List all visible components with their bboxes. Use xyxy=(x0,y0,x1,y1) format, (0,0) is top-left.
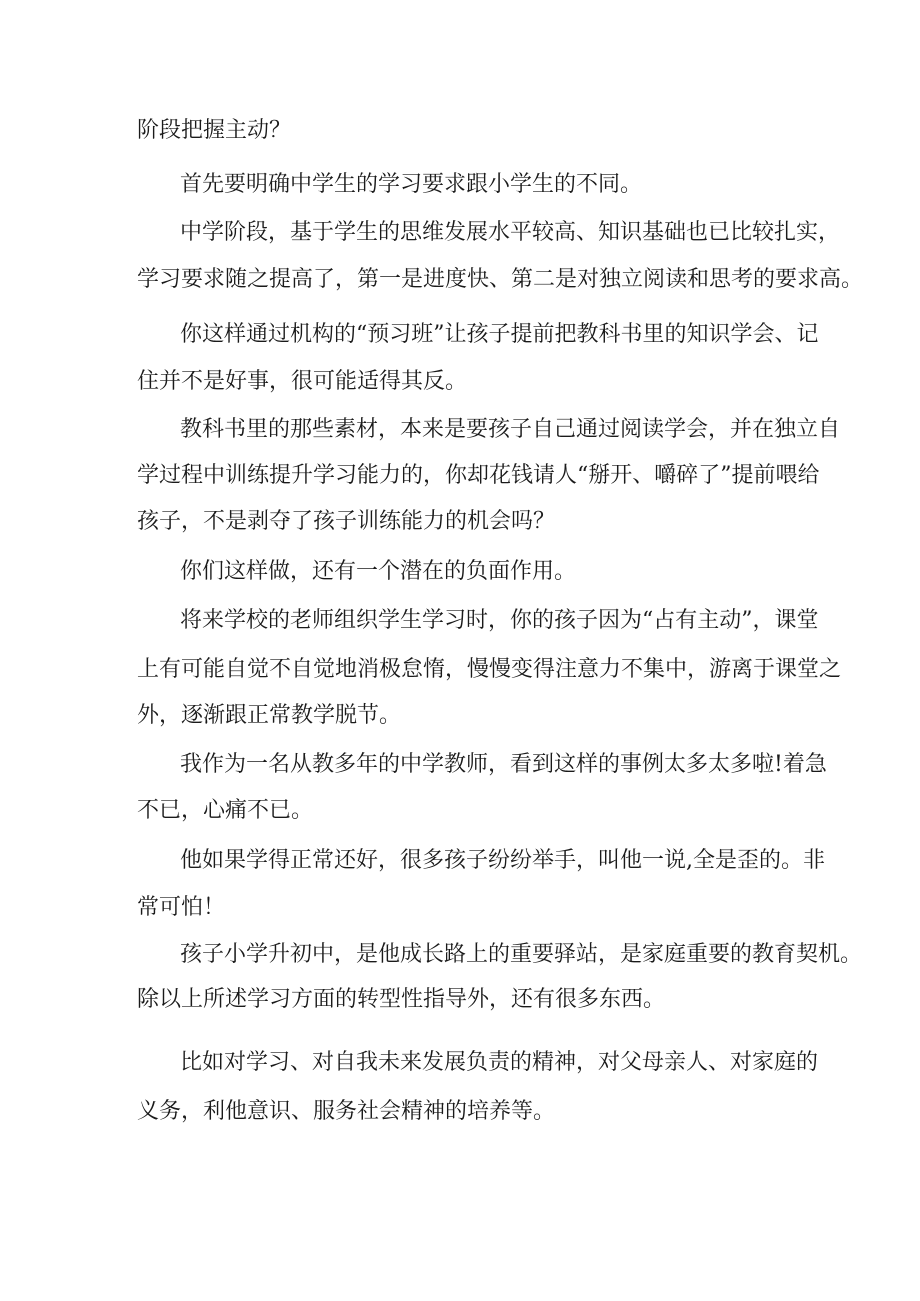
text-line: 除以上所述学习方面的转型性指导外，还有很多东西。 xyxy=(137,987,666,1012)
text-line: 不已，心痛不已。 xyxy=(137,798,314,823)
text-line: 首先要明确中学生的学习要求跟小学生的不同。 xyxy=(180,172,643,197)
text-line: 学过程中训练提升学习能力的，你却花钱请人“掰开、嚼碎了”提前喂给 xyxy=(137,463,820,488)
text-line: 中学阶段，基于学生的思维发展水平较高、知识基础也已比较扎实， xyxy=(180,220,841,245)
text-line: 教科书里的那些素材，本来是要孩子自己通过阅读学会，并在独立自 xyxy=(180,417,841,442)
text-line: 将来学校的老师组织学生学习时，你的孩子因为“占有主动”，课堂 xyxy=(180,608,819,633)
text-line: 义务，利他意识、服务社会精神的培养等。 xyxy=(137,1099,556,1124)
text-line: 住并不是好事，很可能适得其反。 xyxy=(137,369,468,394)
text-line: 比如对学习、对自我未来发展负责的精神，对父母亲人、对家庭的 xyxy=(180,1050,819,1075)
text-line: 学习要求随之提高了，第一是进度快、第二是对独立阅读和思考的要求高。 xyxy=(137,267,864,292)
text-line: 外，逐渐跟正常教学脱节。 xyxy=(137,703,402,728)
text-line: 常可怕！ xyxy=(137,895,226,920)
text-line: 孩子小学升初中，是他成长路上的重要驿站，是家庭重要的教育契机。 xyxy=(180,942,863,967)
text-line: 孩子，不是剥夺了孩子训练能力的机会吗？ xyxy=(137,509,556,534)
text-line: 他如果学得正常还好，很多孩子纷纷举手，叫他一说,全是歪的。非 xyxy=(180,848,825,873)
text-line: 你这样通过机构的“预习班”让孩子提前把教科书里的知识学会、记 xyxy=(180,322,819,347)
text-line: 我作为一名从教多年的中学教师，看到这样的事例太多太多啦!着急 xyxy=(180,752,827,777)
text-line: 上有可能自觉不自觉地消极怠惰，慢慢变得注意力不集中，游离于课堂之 xyxy=(137,657,842,682)
text-line: 你们这样做，还有一个潜在的负面作用。 xyxy=(180,559,577,584)
text-line: 阶段把握主动？ xyxy=(137,118,292,143)
